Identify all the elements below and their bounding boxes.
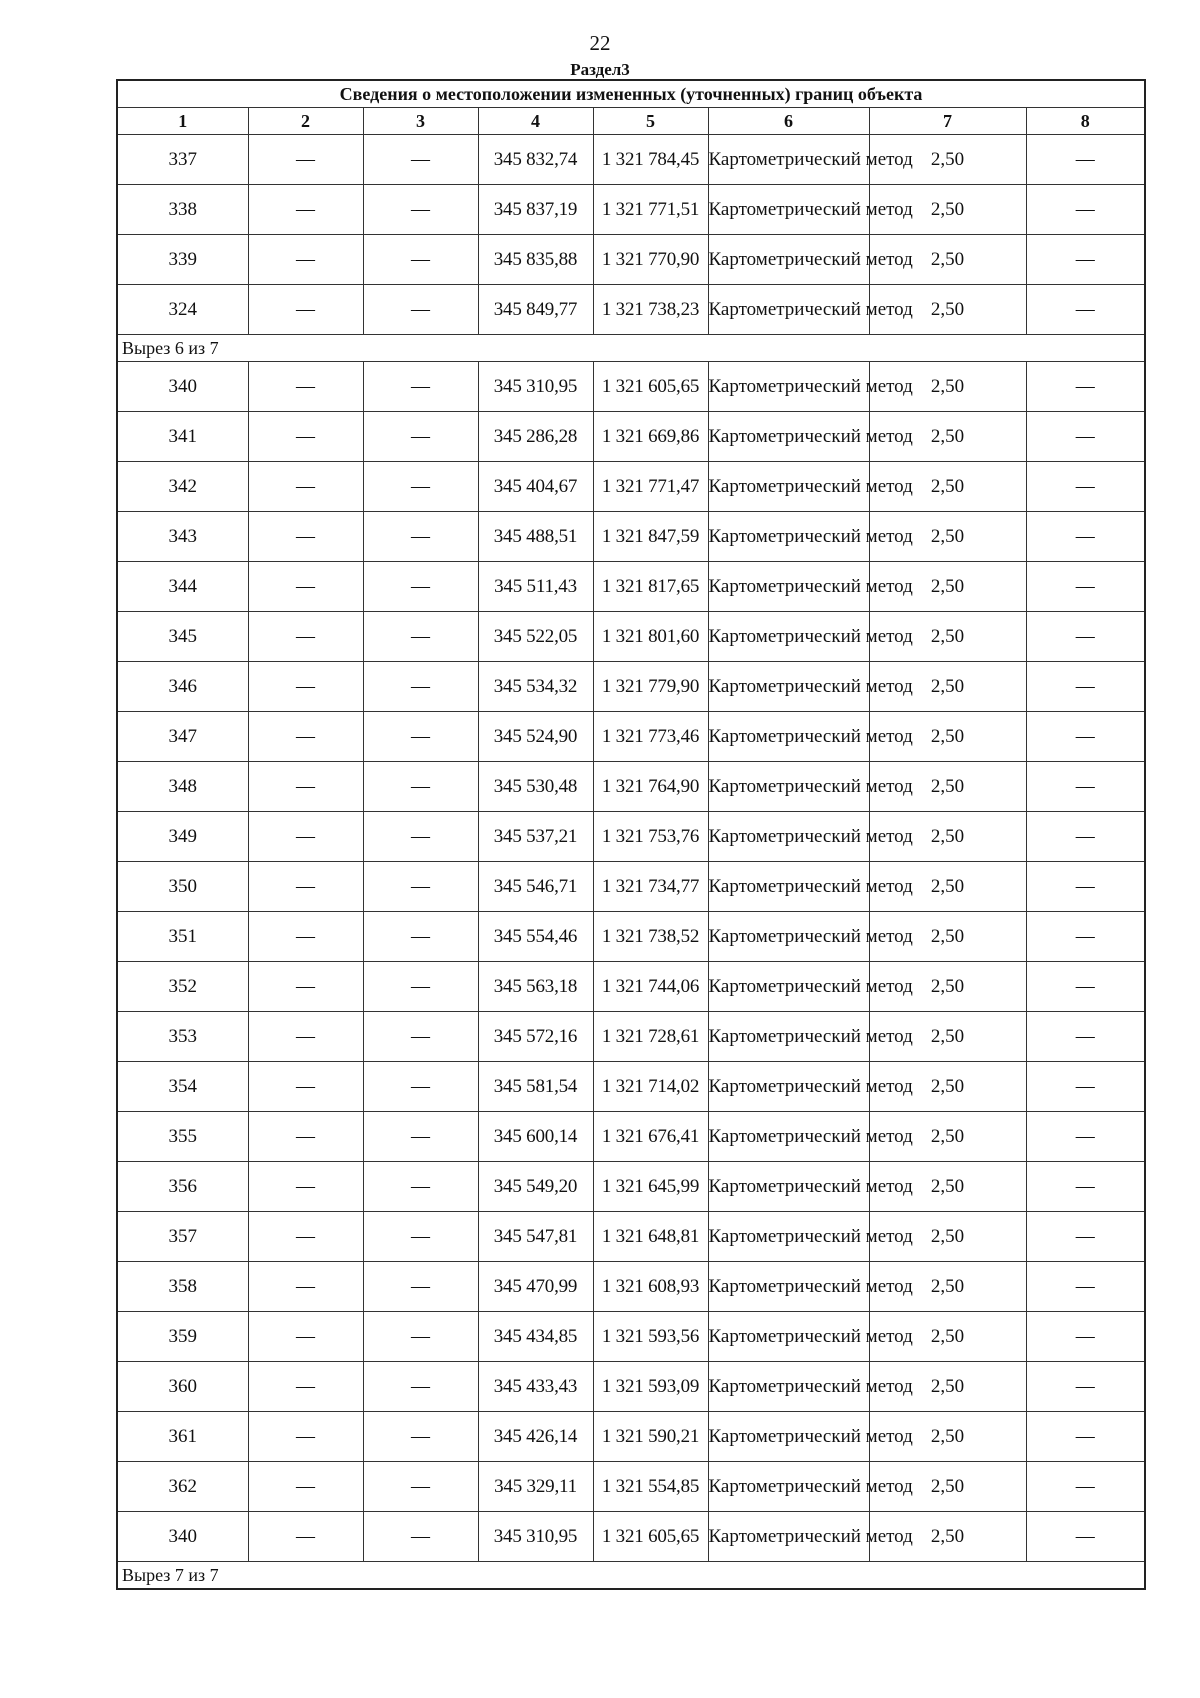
table-row xyxy=(117,1012,1145,1062)
table-cell-col-3: — xyxy=(363,812,478,862)
table-cell-col-1: 348 xyxy=(117,762,248,812)
column-header-7: 7 xyxy=(869,108,1026,135)
table-cell-col-2: — xyxy=(248,285,363,335)
table-cell-col-4: 345 426,14 xyxy=(478,1412,593,1462)
table-cell-col-2: — xyxy=(248,185,363,235)
table-cell-col-6: Картометрический метод xyxy=(708,1362,869,1412)
table-cell-col-2: — xyxy=(248,412,363,462)
table-cell-col-5: 1 321 554,85 xyxy=(593,1462,708,1512)
table-cell-col-8: — xyxy=(1026,912,1145,962)
table-cell-col-5: 1 321 738,23 xyxy=(593,285,708,335)
table-cell-col-5: 1 321 714,02 xyxy=(593,1062,708,1112)
table-cell-col-7: 2,50 xyxy=(869,462,1026,512)
table-cell-col-4: 345 537,21 xyxy=(478,812,593,862)
table-cell-col-8: — xyxy=(1026,1262,1145,1312)
table-cell-col-7: 2,50 xyxy=(869,912,1026,962)
column-header-6: 6 xyxy=(708,108,869,135)
table-cell-col-3: — xyxy=(363,285,478,335)
table-cell-col-8: — xyxy=(1026,1412,1145,1462)
table-cell-col-6: Картометрический метод xyxy=(708,962,869,1012)
section-title: Раздел3 xyxy=(570,60,630,79)
table-cell-col-5: 1 321 605,65 xyxy=(593,1512,708,1562)
table-cell-col-3: — xyxy=(363,862,478,912)
table-cell-col-7: 2,50 xyxy=(869,1462,1026,1512)
table-cell-col-5: 1 321 764,90 xyxy=(593,762,708,812)
table-row xyxy=(117,362,1145,412)
table-row xyxy=(117,512,1145,562)
table-cell-col-8: — xyxy=(1026,462,1145,512)
table-cell-col-7: 2,50 xyxy=(869,512,1026,562)
table-cell-col-1: 347 xyxy=(117,712,248,762)
table-cell-col-7: 2,50 xyxy=(869,1262,1026,1312)
table-cell-col-4: 345 554,46 xyxy=(478,912,593,962)
table-cell-col-3: — xyxy=(363,712,478,762)
table-cell-col-7: 2,50 xyxy=(869,1112,1026,1162)
table-cell-col-5: 1 321 779,90 xyxy=(593,662,708,712)
table-cell-col-6: Картометрический метод xyxy=(708,285,869,335)
table-cell-col-3: — xyxy=(363,185,478,235)
table-cell-col-3: — xyxy=(363,362,478,412)
table-cell-col-3: — xyxy=(363,1162,478,1212)
table-row xyxy=(117,1162,1145,1212)
table-row xyxy=(117,462,1145,512)
table-cell-col-8: — xyxy=(1026,1362,1145,1412)
table-cell-col-6: Картометрический метод xyxy=(708,235,869,285)
table-row xyxy=(117,812,1145,862)
table-cell-col-6: Картометрический метод xyxy=(708,1512,869,1562)
table-cell-col-3: — xyxy=(363,1112,478,1162)
table-cell-col-8: — xyxy=(1026,1012,1145,1062)
table-cell-col-7: 2,50 xyxy=(869,285,1026,335)
table-cell-col-2: — xyxy=(248,812,363,862)
table-cell-col-8: — xyxy=(1026,1462,1145,1512)
table-cell-col-5: 1 321 734,77 xyxy=(593,862,708,912)
table-cell-col-3: — xyxy=(363,235,478,285)
table-cell-col-6: Картометрический метод xyxy=(708,1412,869,1462)
table-cell-col-6: Картометрический метод xyxy=(708,712,869,762)
table-cell-col-8: — xyxy=(1026,185,1145,235)
table-cell-col-1: 356 xyxy=(117,1162,248,1212)
cutout-footer-row xyxy=(117,1562,1145,1590)
table-cell-col-5: 1 321 784,45 xyxy=(593,135,708,185)
table-row xyxy=(117,1212,1145,1262)
table-cell-col-5: 1 321 728,61 xyxy=(593,1012,708,1062)
table-cell-col-5: 1 321 744,06 xyxy=(593,962,708,1012)
column-header-8: 8 xyxy=(1026,108,1145,135)
table-cell-col-7: 2,50 xyxy=(869,1062,1026,1112)
table-row xyxy=(117,285,1145,335)
table-cell-col-1: 345 xyxy=(117,612,248,662)
table-row xyxy=(117,1462,1145,1512)
table-cell-col-8: — xyxy=(1026,285,1145,335)
table-cell-col-2: — xyxy=(248,1312,363,1362)
table-cell-col-3: — xyxy=(363,1012,478,1062)
table-cell-col-3: — xyxy=(363,662,478,712)
table-cell-col-2: — xyxy=(248,1162,363,1212)
column-header-2: 2 xyxy=(248,108,363,135)
table-row xyxy=(117,1512,1145,1562)
table-cell-col-6: Картометрический метод xyxy=(708,762,869,812)
table-cell-col-4: 345 524,90 xyxy=(478,712,593,762)
column-header-row xyxy=(117,108,1145,135)
table-cell-col-2: — xyxy=(248,362,363,412)
table-cell-col-7: 2,50 xyxy=(869,1512,1026,1562)
table-cell-col-2: — xyxy=(248,762,363,812)
table-cell-col-1: 343 xyxy=(117,512,248,562)
table-cell-col-7: 2,50 xyxy=(869,812,1026,862)
table-cell-col-2: — xyxy=(248,1512,363,1562)
table-cell-col-2: — xyxy=(248,862,363,912)
table-cell-col-7: 2,50 xyxy=(869,1162,1026,1212)
table-row xyxy=(117,185,1145,235)
table-cell-col-8: — xyxy=(1026,812,1145,862)
table-cell-col-5: 1 321 593,56 xyxy=(593,1312,708,1362)
table-cell-col-5: 1 321 605,65 xyxy=(593,362,708,412)
table-cell-col-8: — xyxy=(1026,1062,1145,1112)
page-number: 22 xyxy=(589,31,611,55)
table-cell-col-6: Картометрический метод xyxy=(708,862,869,912)
table-row xyxy=(117,912,1145,962)
table-row xyxy=(117,662,1145,712)
table-cell-col-8: — xyxy=(1026,1162,1145,1212)
table-cell-col-8: — xyxy=(1026,762,1145,812)
table-cell-col-6: Картометрический метод xyxy=(708,1462,869,1512)
table-cell-col-4: 345 549,20 xyxy=(478,1162,593,1212)
table-cell-col-4: 345 310,95 xyxy=(478,362,593,412)
table-cell-col-2: — xyxy=(248,712,363,762)
table-cell-col-4: 345 835,88 xyxy=(478,235,593,285)
table-cell-col-3: — xyxy=(363,1462,478,1512)
table-cell-col-7: 2,50 xyxy=(869,1212,1026,1262)
table-cell-col-1: 352 xyxy=(117,962,248,1012)
table-cell-col-1: 362 xyxy=(117,1462,248,1512)
table-cell-col-1: 359 xyxy=(117,1312,248,1362)
table-cell-col-4: 345 310,95 xyxy=(478,1512,593,1562)
table-cell-col-6: Картометрический метод xyxy=(708,562,869,612)
table-row xyxy=(117,962,1145,1012)
table-cell-col-7: 2,50 xyxy=(869,762,1026,812)
table-cell-col-1: 354 xyxy=(117,1062,248,1112)
table-cell-col-2: — xyxy=(248,962,363,1012)
table-caption: Сведения о местоположении измененных (уточненных) границ объекта xyxy=(117,80,1145,108)
table-cell-col-8: — xyxy=(1026,412,1145,462)
table-cell-col-8: — xyxy=(1026,512,1145,562)
table-cell-col-6: Картометрический метод xyxy=(708,1062,869,1112)
table-cell-col-6: Картометрический метод xyxy=(708,412,869,462)
table-cell-col-7: 2,50 xyxy=(869,1012,1026,1062)
table-cell-col-6: Картометрический метод xyxy=(708,612,869,662)
table-row xyxy=(117,762,1145,812)
table-cell-col-7: 2,50 xyxy=(869,862,1026,912)
cutout-footer-row xyxy=(117,335,1145,362)
table-cell-col-1: 341 xyxy=(117,412,248,462)
table-cell-col-4: 345 832,74 xyxy=(478,135,593,185)
table-row xyxy=(117,1262,1145,1312)
table-cell-col-6: Картометрический метод xyxy=(708,362,869,412)
table-cell-col-7: 2,50 xyxy=(869,185,1026,235)
table-cell-col-1: 353 xyxy=(117,1012,248,1062)
table-cell-col-8: — xyxy=(1026,135,1145,185)
table-cell-col-5: 1 321 817,65 xyxy=(593,562,708,612)
table-cell-col-3: — xyxy=(363,762,478,812)
column-header-3: 3 xyxy=(363,108,478,135)
table-row xyxy=(117,712,1145,762)
table-cell-col-3: — xyxy=(363,1262,478,1312)
table-body xyxy=(117,135,1145,1590)
table-cell-col-2: — xyxy=(248,662,363,712)
table-cell-col-4: 345 329,11 xyxy=(478,1462,593,1512)
table-cell-col-5: 1 321 770,90 xyxy=(593,235,708,285)
table-cell-col-8: — xyxy=(1026,612,1145,662)
table-cell-col-6: Картометрический метод xyxy=(708,512,869,562)
table-cell-col-5: 1 321 648,81 xyxy=(593,1212,708,1262)
cutout-label: Вырез 6 из 7 xyxy=(117,335,1145,362)
table-cell-col-6: Картометрический метод xyxy=(708,185,869,235)
table-cell-col-4: 345 600,14 xyxy=(478,1112,593,1162)
table-cell-col-1: 337 xyxy=(117,135,248,185)
table-cell-col-3: — xyxy=(363,912,478,962)
table-cell-col-3: — xyxy=(363,1412,478,1462)
table-row xyxy=(117,235,1145,285)
table-cell-col-7: 2,50 xyxy=(869,1412,1026,1462)
table-cell-col-4: 345 849,77 xyxy=(478,285,593,335)
table-cell-col-3: — xyxy=(363,1512,478,1562)
table-cell-col-4: 345 522,05 xyxy=(478,612,593,662)
table-cell-col-4: 345 530,48 xyxy=(478,762,593,812)
table-cell-col-1: 340 xyxy=(117,362,248,412)
table-cell-col-3: — xyxy=(363,1212,478,1262)
table-cell-col-8: — xyxy=(1026,562,1145,612)
table-cell-col-6: Картометрический метод xyxy=(708,812,869,862)
table-cell-col-2: — xyxy=(248,562,363,612)
table-cell-col-1: 360 xyxy=(117,1362,248,1412)
table-cell-col-6: Картометрический метод xyxy=(708,1212,869,1262)
table-cell-col-4: 345 470,99 xyxy=(478,1262,593,1312)
table-cell-col-2: — xyxy=(248,462,363,512)
table-cell-col-8: — xyxy=(1026,1112,1145,1162)
table-cell-col-5: 1 321 645,99 xyxy=(593,1162,708,1212)
table-cell-col-3: — xyxy=(363,1362,478,1412)
table-cell-col-2: — xyxy=(248,1362,363,1412)
table-cell-col-1: 350 xyxy=(117,862,248,912)
table-cell-col-2: — xyxy=(248,1012,363,1062)
table-cell-col-5: 1 321 771,47 xyxy=(593,462,708,512)
table-cell-col-4: 345 547,81 xyxy=(478,1212,593,1262)
table-cell-col-2: — xyxy=(248,235,363,285)
table-cell-col-7: 2,50 xyxy=(869,962,1026,1012)
table-cell-col-2: — xyxy=(248,1062,363,1112)
table-cell-col-1: 338 xyxy=(117,185,248,235)
table-cell-col-7: 2,50 xyxy=(869,412,1026,462)
table-cell-col-6: Картометрический метод xyxy=(708,1012,869,1062)
table-cell-col-5: 1 321 608,93 xyxy=(593,1262,708,1312)
table-cell-col-5: 1 321 590,21 xyxy=(593,1412,708,1462)
table-cell-col-7: 2,50 xyxy=(869,362,1026,412)
table-row xyxy=(117,862,1145,912)
table-cell-col-4: 345 546,71 xyxy=(478,862,593,912)
table-row xyxy=(117,1062,1145,1112)
table-cell-col-4: 345 837,19 xyxy=(478,185,593,235)
table-cell-col-8: — xyxy=(1026,1212,1145,1262)
table-cell-col-6: Картометрический метод xyxy=(708,135,869,185)
table-cell-col-5: 1 321 773,46 xyxy=(593,712,708,762)
table-row xyxy=(117,412,1145,462)
column-header-4: 4 xyxy=(478,108,593,135)
table-cell-col-2: — xyxy=(248,1412,363,1462)
table-cell-col-1: 342 xyxy=(117,462,248,512)
table-cell-col-6: Картометрический метод xyxy=(708,912,869,962)
table-cell-col-7: 2,50 xyxy=(869,135,1026,185)
cutout-label: Вырез 7 из 7 xyxy=(117,1562,1145,1590)
table-cell-col-3: — xyxy=(363,562,478,612)
table-cell-col-5: 1 321 771,51 xyxy=(593,185,708,235)
table-cell-col-4: 345 488,51 xyxy=(478,512,593,562)
table-cell-col-7: 2,50 xyxy=(869,612,1026,662)
table-cell-col-7: 2,50 xyxy=(869,1312,1026,1362)
table-cell-col-1: 361 xyxy=(117,1412,248,1462)
table-cell-col-3: — xyxy=(363,412,478,462)
table-cell-col-5: 1 321 847,59 xyxy=(593,512,708,562)
table-cell-col-4: 345 534,32 xyxy=(478,662,593,712)
table-cell-col-6: Картометрический метод xyxy=(708,462,869,512)
table-cell-col-1: 358 xyxy=(117,1262,248,1312)
table-cell-col-6: Картометрический метод xyxy=(708,1312,869,1362)
table-cell-col-2: — xyxy=(248,1262,363,1312)
table-cell-col-1: 340 xyxy=(117,1512,248,1562)
table-cell-col-8: — xyxy=(1026,235,1145,285)
table-cell-col-2: — xyxy=(248,135,363,185)
table-cell-col-4: 345 404,67 xyxy=(478,462,593,512)
table-cell-col-4: 345 433,43 xyxy=(478,1362,593,1412)
table-cell-col-3: — xyxy=(363,962,478,1012)
table-cell-col-8: — xyxy=(1026,712,1145,762)
table-cell-col-8: — xyxy=(1026,862,1145,912)
table-cell-col-3: — xyxy=(363,135,478,185)
table-cell-col-6: Картометрический метод xyxy=(708,1262,869,1312)
table-cell-col-8: — xyxy=(1026,962,1145,1012)
boundary-coordinates-table xyxy=(116,79,1146,1590)
table-cell-col-5: 1 321 593,09 xyxy=(593,1362,708,1412)
table-cell-col-1: 355 xyxy=(117,1112,248,1162)
table-cell-col-4: 345 572,16 xyxy=(478,1012,593,1062)
table-cell-col-1: 357 xyxy=(117,1212,248,1262)
table-cell-col-5: 1 321 738,52 xyxy=(593,912,708,962)
table-cell-col-5: 1 321 669,86 xyxy=(593,412,708,462)
table-cell-col-3: — xyxy=(363,612,478,662)
table-cell-col-8: — xyxy=(1026,662,1145,712)
table-cell-col-3: — xyxy=(363,1312,478,1362)
table-cell-col-4: 345 286,28 xyxy=(478,412,593,462)
column-header-1: 1 xyxy=(117,108,248,135)
table-row xyxy=(117,612,1145,662)
table-cell-col-1: 324 xyxy=(117,285,248,335)
table-cell-col-4: 345 581,54 xyxy=(478,1062,593,1112)
table-cell-col-1: 339 xyxy=(117,235,248,285)
table-cell-col-7: 2,50 xyxy=(869,1362,1026,1412)
table-cell-col-3: — xyxy=(363,512,478,562)
table-cell-col-4: 345 563,18 xyxy=(478,962,593,1012)
table-cell-col-2: — xyxy=(248,1212,363,1262)
table-cell-col-8: — xyxy=(1026,1512,1145,1562)
table-cell-col-7: 2,50 xyxy=(869,235,1026,285)
table-cell-col-2: — xyxy=(248,512,363,562)
table-cell-col-1: 349 xyxy=(117,812,248,862)
table-row xyxy=(117,1312,1145,1362)
table-cell-col-6: Картометрический метод xyxy=(708,662,869,712)
table-row xyxy=(117,1112,1145,1162)
table-cell-col-8: — xyxy=(1026,362,1145,412)
table-cell-col-1: 344 xyxy=(117,562,248,612)
table-cell-col-8: — xyxy=(1026,1312,1145,1362)
table-cell-col-2: — xyxy=(248,612,363,662)
table-row xyxy=(117,1362,1145,1412)
table-cell-col-2: — xyxy=(248,912,363,962)
table-cell-col-4: 345 434,85 xyxy=(478,1312,593,1362)
table-cell-col-5: 1 321 753,76 xyxy=(593,812,708,862)
table-cell-col-3: — xyxy=(363,462,478,512)
table-row xyxy=(117,1412,1145,1462)
table-row xyxy=(117,135,1145,185)
table-cell-col-6: Картометрический метод xyxy=(708,1112,869,1162)
table-cell-col-1: 346 xyxy=(117,662,248,712)
table-cell-col-5: 1 321 801,60 xyxy=(593,612,708,662)
table-row xyxy=(117,562,1145,612)
table-cell-col-7: 2,50 xyxy=(869,562,1026,612)
table-cell-col-7: 2,50 xyxy=(869,712,1026,762)
table-cell-col-3: — xyxy=(363,1062,478,1112)
column-header-5: 5 xyxy=(593,108,708,135)
table-cell-col-2: — xyxy=(248,1112,363,1162)
table-cell-col-5: 1 321 676,41 xyxy=(593,1112,708,1162)
table-cell-col-2: — xyxy=(248,1462,363,1512)
table-cell-col-6: Картометрический метод xyxy=(708,1162,869,1212)
table-cell-col-4: 345 511,43 xyxy=(478,562,593,612)
table-cell-col-7: 2,50 xyxy=(869,662,1026,712)
table-cell-col-1: 351 xyxy=(117,912,248,962)
